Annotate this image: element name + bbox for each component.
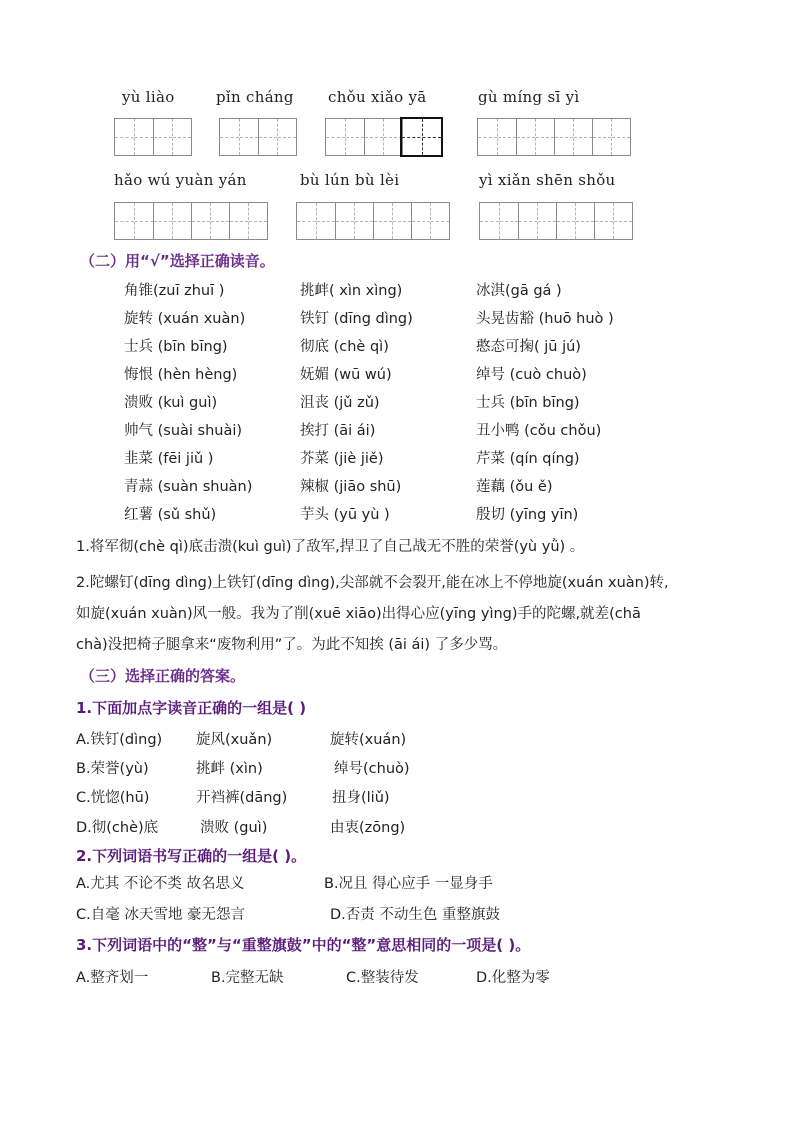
reading-choice-item[interactable]: 丑小鸭 (cǒu chǒu) [476, 423, 602, 439]
grid-cell[interactable] [326, 119, 345, 155]
grid-cell[interactable] [480, 203, 499, 239]
q3-option-c[interactable]: C.整装待发 [346, 970, 419, 986]
q1-option-d-1[interactable]: D.彻(chè)底 [76, 820, 159, 836]
pinyin-label: chǒu xiǎo yā [328, 88, 427, 106]
q1-option-c-1[interactable]: C.恍惚(hū) [76, 790, 150, 806]
grid-cell[interactable] [430, 203, 449, 239]
reading-choice-item[interactable]: 挑衅( xìn xìng) [300, 283, 403, 299]
grid-cell[interactable] [191, 203, 210, 239]
grid-cell[interactable] [335, 203, 354, 239]
reading-choice-item[interactable]: 妩媚 (wū wú) [300, 367, 392, 383]
grid-cell[interactable] [573, 119, 592, 155]
writing-grid[interactable] [479, 202, 633, 240]
grid-cell[interactable] [297, 203, 316, 239]
grid-cell[interactable] [172, 203, 191, 239]
grid-cell[interactable] [172, 119, 191, 155]
pinyin-label: pǐn cháng [216, 88, 294, 106]
reading-choice-item[interactable]: 帅气 (suài shuài) [124, 423, 243, 439]
sentence-2-line-1: 2.陀螺钉(dīng dìng)上铁钉(dīng dìng),尖部就不会裂开,能在冰上不停地旋(xuán xuàn)转, [76, 575, 669, 591]
q3-option-a[interactable]: A.整齐划一 [76, 970, 149, 986]
grid-cell[interactable] [258, 119, 277, 155]
grid-cell[interactable] [611, 119, 630, 155]
grid-cell[interactable] [411, 203, 430, 239]
grid-cell[interactable] [115, 119, 134, 155]
q1-option-c-3[interactable]: 扭身(liǔ) [332, 790, 390, 806]
reading-choice-item[interactable]: 士兵 (bīn bīng) [124, 339, 228, 355]
pinyin-label: yì xiǎn shēn shǒu [479, 171, 616, 189]
grid-cell[interactable] [537, 203, 556, 239]
reading-choice-item[interactable]: 辣椒 (jiāo shū) [300, 479, 402, 495]
grid-cell[interactable] [364, 119, 383, 155]
reading-choice-item[interactable]: 绰号 (cuò chuò) [476, 367, 587, 383]
q2-option-a[interactable]: A.尤其 不论不类 故名思义 [76, 876, 245, 892]
writing-grid[interactable] [296, 202, 450, 240]
writing-grid[interactable] [219, 118, 297, 156]
reading-choice-item[interactable]: 憨态可掬( jū jú) [476, 339, 581, 355]
grid-cell[interactable] [497, 119, 516, 155]
reading-choice-item[interactable]: 韭菜 (fēi jiǔ ) [124, 451, 214, 467]
grid-cell[interactable] [516, 119, 535, 155]
grid-cell[interactable] [115, 203, 134, 239]
grid-cell[interactable] [535, 119, 554, 155]
grid-cell[interactable] [210, 203, 229, 239]
grid-cell[interactable] [220, 119, 239, 155]
grid-cell[interactable] [554, 119, 573, 155]
writing-grid[interactable] [325, 118, 403, 156]
grid-cell[interactable] [229, 203, 248, 239]
grid-cell[interactable] [239, 119, 258, 155]
sentence-2-line-2: 如旋(xuán xuàn)风一般。我为了削(xuē xiāo)出得心应(yīng yìng)手的陀螺,就差(chā [76, 606, 641, 622]
sentence-2-line-3: chà)没把椅子腿拿来“废物利用”了。为此不知挨 (āi ái) 了多少骂。 [76, 637, 508, 653]
pinyin-label: yù liào [122, 88, 175, 106]
reading-choice-item[interactable]: 彻底 (chè qì) [300, 339, 389, 355]
pinyin-label: hǎo wú yuàn yán [114, 171, 247, 189]
q1-option-a-3[interactable]: 旋转(xuán) [330, 732, 407, 748]
sentence-1: 1.将军彻(chè qì)底击溃(kuì guì)了敌军,捍卫了自己战无不胜的荣誉(yù yǜ) 。 [76, 539, 585, 555]
grid-cell[interactable] [354, 203, 373, 239]
grid-cell[interactable] [277, 119, 296, 155]
reading-choice-item[interactable]: 角锥(zuī zhuī ) [124, 283, 225, 299]
reading-choice-item[interactable]: 红薯 (sǔ shǔ) [124, 507, 217, 523]
grid-cell[interactable] [373, 203, 392, 239]
reading-choice-item[interactable]: 头晃齿豁 (huō huò ) [476, 311, 614, 327]
pinyin-label: gù míng sī yì [478, 88, 580, 106]
q1-option-a-2[interactable]: 旋风(xuǎn) [196, 732, 273, 748]
q2-option-b[interactable]: B.况且 得心应手 一显身手 [324, 876, 493, 892]
reading-choice-item[interactable]: 殷切 (yīng yīn) [476, 507, 579, 523]
q2-option-d[interactable]: D.否责 不动生色 重整旗鼓 [330, 907, 500, 923]
reading-choice-item[interactable]: 芹菜 (qín qíng) [476, 451, 580, 467]
reading-choice-item[interactable]: 铁钉 (dīng dìng) [300, 311, 413, 327]
reading-choice-item[interactable]: 沮丧 (jǔ zǔ) [300, 395, 380, 411]
question-1: 1.下面加点字读音正确的一组是( ) [76, 699, 307, 717]
q1-option-b-2[interactable]: 挑衅 (xìn) [196, 761, 263, 777]
grid-cell[interactable] [518, 203, 537, 239]
grid-cell[interactable] [345, 119, 364, 155]
reading-choice-item[interactable]: 冰淇(gā gá ) [476, 283, 562, 299]
writing-grid[interactable] [114, 202, 268, 240]
q1-option-c-2[interactable]: 开裆裤(dāng) [196, 790, 288, 806]
grid-cell[interactable] [499, 203, 518, 239]
q1-option-d-3[interactable]: 由衷(zōng) [330, 820, 406, 836]
reading-choice-item[interactable]: 青蒜 (suàn shuàn) [124, 479, 253, 495]
reading-choice-item[interactable]: 溃败 (kuì guì) [124, 395, 218, 411]
grid-cell[interactable] [134, 203, 153, 239]
question-2: 2.下列词语书写正确的一组是( )。 [76, 847, 307, 865]
reading-choice-item[interactable]: 士兵 (bīn bīng) [476, 395, 580, 411]
grid-cell[interactable] [478, 119, 497, 155]
grid-cell[interactable] [316, 203, 335, 239]
highlighted-grid-cell[interactable] [400, 117, 443, 157]
grid-cell[interactable] [592, 119, 611, 155]
section-title: （二）用“√”选择正确读音。 [80, 252, 275, 270]
grid-cell[interactable] [153, 119, 172, 155]
grid-cell[interactable] [153, 203, 172, 239]
grid-cell[interactable] [556, 203, 575, 239]
grid-cell[interactable] [134, 119, 153, 155]
q2-option-c[interactable]: C.自毫 冰天雪地 豪无怨言 [76, 907, 245, 923]
grid-cell[interactable] [392, 203, 411, 239]
q1-option-b-3[interactable]: 绰号(chuò) [334, 761, 410, 777]
q1-option-a-1[interactable]: A.铁钉(dìng) [76, 732, 163, 748]
reading-choice-item[interactable]: 芥菜 (jiè jiě) [300, 451, 384, 467]
grid-cell[interactable] [248, 203, 267, 239]
reading-choice-item[interactable]: 悔恨 (hèn hèng) [124, 367, 238, 383]
writing-grid[interactable] [114, 118, 192, 156]
writing-grid[interactable] [477, 118, 631, 156]
q3-option-d[interactable]: D.化整为零 [476, 970, 550, 986]
reading-choice-item[interactable]: 莲藕 (ǒu ě) [476, 479, 553, 495]
question-3: 3.下列词语中的“整”与“重整旗鼓”中的“整”意思相同的一项是( )。 [76, 936, 531, 954]
grid-cell[interactable] [613, 203, 632, 239]
grid-cell[interactable] [594, 203, 613, 239]
q1-option-d-2[interactable]: 溃败 (guì) [200, 820, 268, 836]
section-title: （三）选择正确的答案。 [80, 667, 246, 685]
grid-cell[interactable] [575, 203, 594, 239]
q1-option-b-1[interactable]: B.荣誉(yù) [76, 761, 149, 777]
pinyin-label: bù lún bù lèi [300, 171, 400, 189]
reading-choice-item[interactable]: 旋转 (xuán xuàn) [124, 311, 246, 327]
reading-choice-item[interactable]: 挨打 (āi ái) [300, 423, 376, 439]
reading-choice-item[interactable]: 芋头 (yū yù ) [300, 507, 390, 523]
q3-option-b[interactable]: B.完整无缺 [211, 970, 284, 986]
